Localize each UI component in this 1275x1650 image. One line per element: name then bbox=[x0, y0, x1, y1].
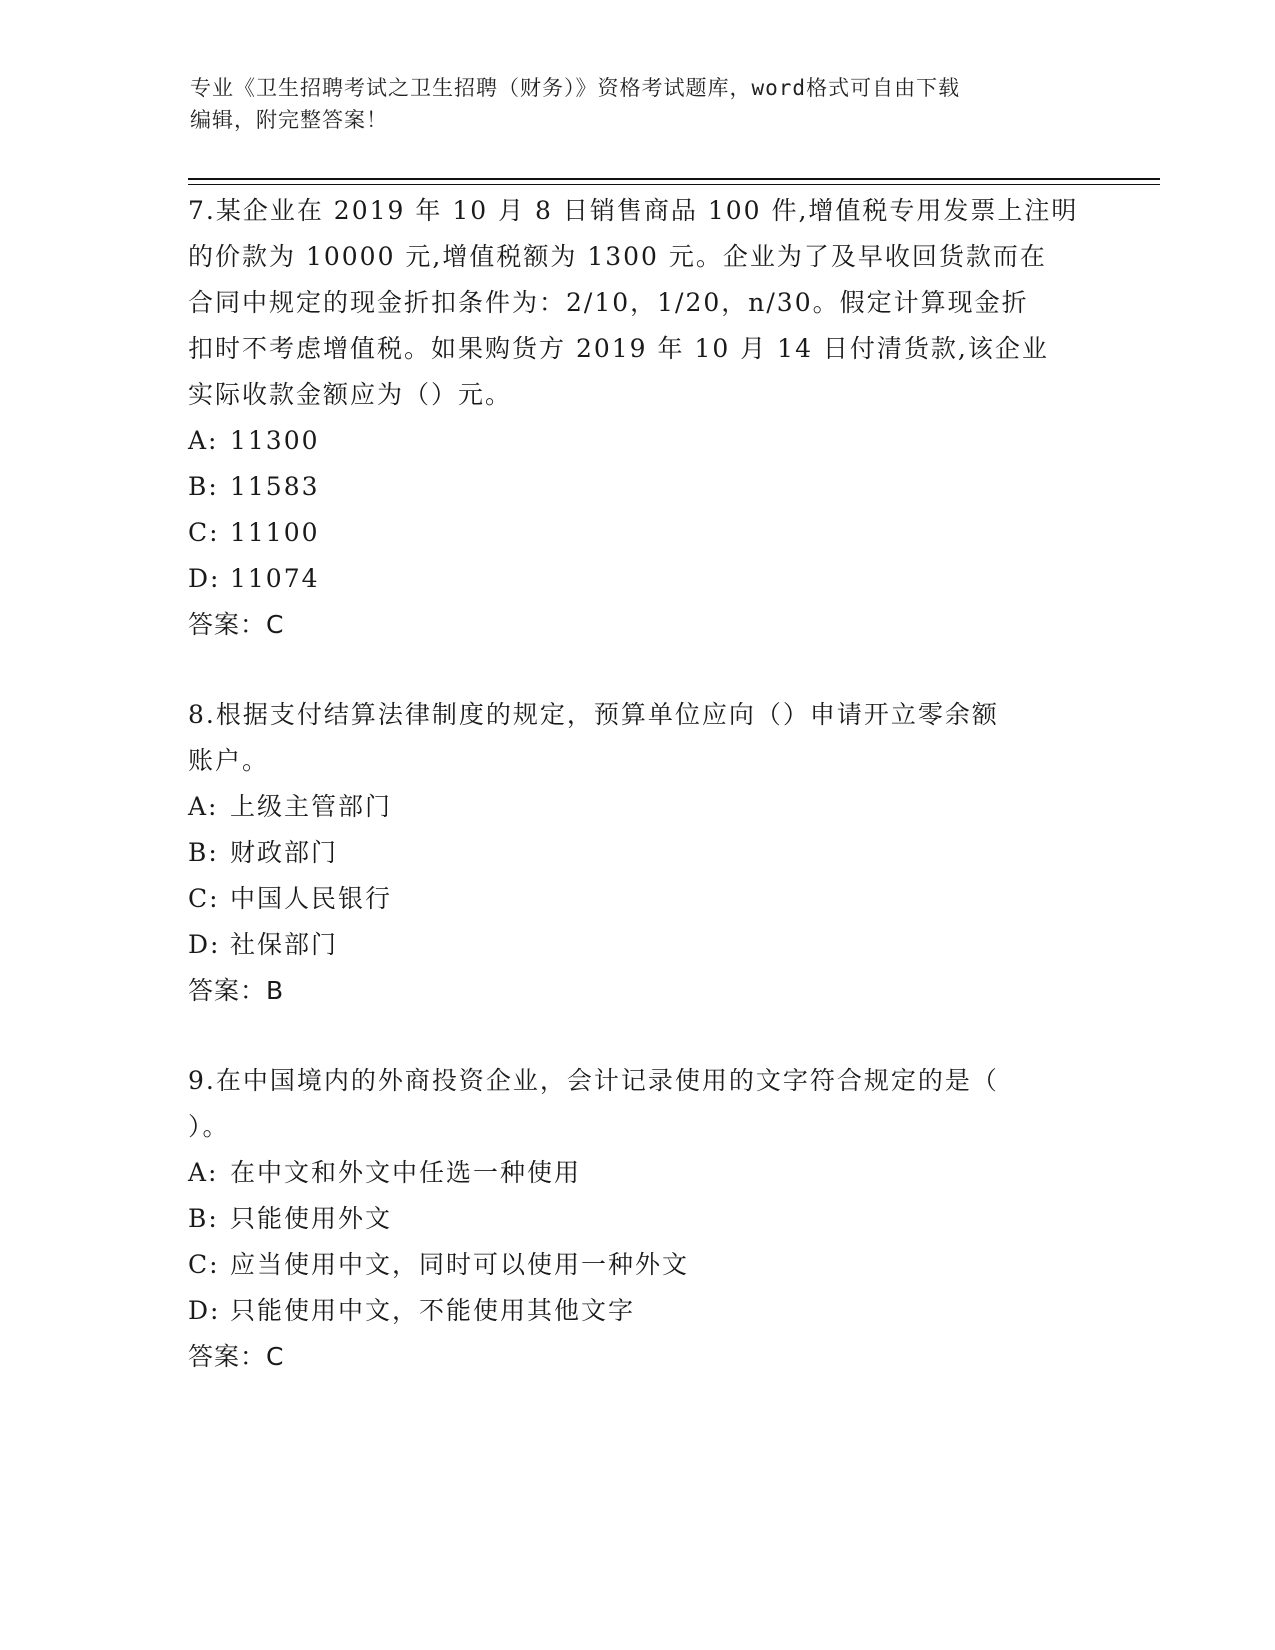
question-7 bbox=[188, 188, 1088, 648]
option-text: 应当使用中文，同时可以使用一种外文 bbox=[230, 1250, 690, 1279]
option-text: 财政部门 bbox=[230, 838, 339, 867]
question-text-line: 扣时不考虑增值税。如果购货方 2019 年 10 月 14 日付清货款,该企业 bbox=[188, 334, 1049, 363]
option-text: 中国人民银行 bbox=[230, 884, 393, 913]
question-text-line: 合同中规定的现金折扣条件为：2/10，1/20，n/30。假定计算现金折 bbox=[188, 288, 1029, 317]
option-b bbox=[188, 464, 1088, 510]
question-list bbox=[188, 188, 1088, 1424]
header-line-2: 编辑，附完整答案！ bbox=[190, 108, 388, 132]
option-d bbox=[188, 922, 1088, 968]
question-text-line: 7.某企业在 2019 年 10 月 8 日销售商品 100 件,增值税专用发票上注明 bbox=[188, 196, 1079, 225]
answer-line: 答案：B bbox=[188, 976, 285, 1005]
option-text: 11300 bbox=[230, 426, 320, 455]
option-letter: A: bbox=[188, 1158, 219, 1187]
option-b bbox=[188, 1196, 1088, 1242]
option-text: 只能使用外文 bbox=[230, 1204, 393, 1233]
option-letter: B: bbox=[188, 472, 219, 501]
header-line-1: 专业《卫生招聘考试之卫生招聘（财务）》资格考试题库，word格式可自由下载 bbox=[190, 76, 961, 100]
option-letter: D: bbox=[188, 930, 221, 959]
option-letter: A: bbox=[188, 792, 219, 821]
option-a bbox=[188, 784, 1088, 830]
question-text-line: 实际收款金额应为（）元。 bbox=[188, 380, 513, 409]
option-text: 11100 bbox=[230, 518, 320, 547]
option-letter: C: bbox=[188, 518, 220, 547]
question-text-line: 账户。 bbox=[188, 746, 270, 775]
option-a bbox=[188, 418, 1088, 464]
option-letter: C: bbox=[188, 884, 220, 913]
option-text: 社保部门 bbox=[230, 930, 339, 959]
option-d bbox=[188, 556, 1088, 602]
option-letter: B: bbox=[188, 1204, 219, 1233]
option-d bbox=[188, 1288, 1088, 1334]
option-letter: D: bbox=[188, 1296, 221, 1325]
option-c bbox=[188, 510, 1088, 556]
option-letter: B: bbox=[188, 838, 219, 867]
question-text-line: 的价款为 10000 元,增值税额为 1300 元。企业为了及早收回货款而在 bbox=[188, 242, 1047, 271]
option-letter: D: bbox=[188, 564, 221, 593]
answer-line: 答案：C bbox=[188, 1342, 285, 1371]
header-divider-thick bbox=[188, 178, 1160, 180]
question-8 bbox=[188, 692, 1088, 1014]
option-text: 11583 bbox=[230, 472, 320, 501]
option-a bbox=[188, 1150, 1088, 1196]
option-text: 只能使用中文，不能使用其他文字 bbox=[230, 1296, 636, 1325]
question-text-line: ）。 bbox=[188, 1112, 230, 1141]
option-c bbox=[188, 1242, 1088, 1288]
option-text: 11074 bbox=[230, 564, 320, 593]
option-letter: C: bbox=[188, 1250, 220, 1279]
option-c bbox=[188, 876, 1088, 922]
answer-line: 答案：C bbox=[188, 610, 285, 639]
question-9 bbox=[188, 1058, 1088, 1380]
question-text-line: 8.根据支付结算法律制度的规定，预算单位应向（）申请开立零余额 bbox=[188, 700, 999, 729]
header-divider-thin bbox=[188, 184, 1160, 185]
document-header bbox=[190, 72, 1090, 136]
option-letter: A: bbox=[188, 426, 219, 455]
question-text-line: 9.在中国境内的外商投资企业，会计记录使用的文字符合规定的是（ bbox=[188, 1066, 999, 1095]
option-text: 上级主管部门 bbox=[230, 792, 393, 821]
option-text: 在中文和外文中任选一种使用 bbox=[230, 1158, 582, 1187]
option-b bbox=[188, 830, 1088, 876]
